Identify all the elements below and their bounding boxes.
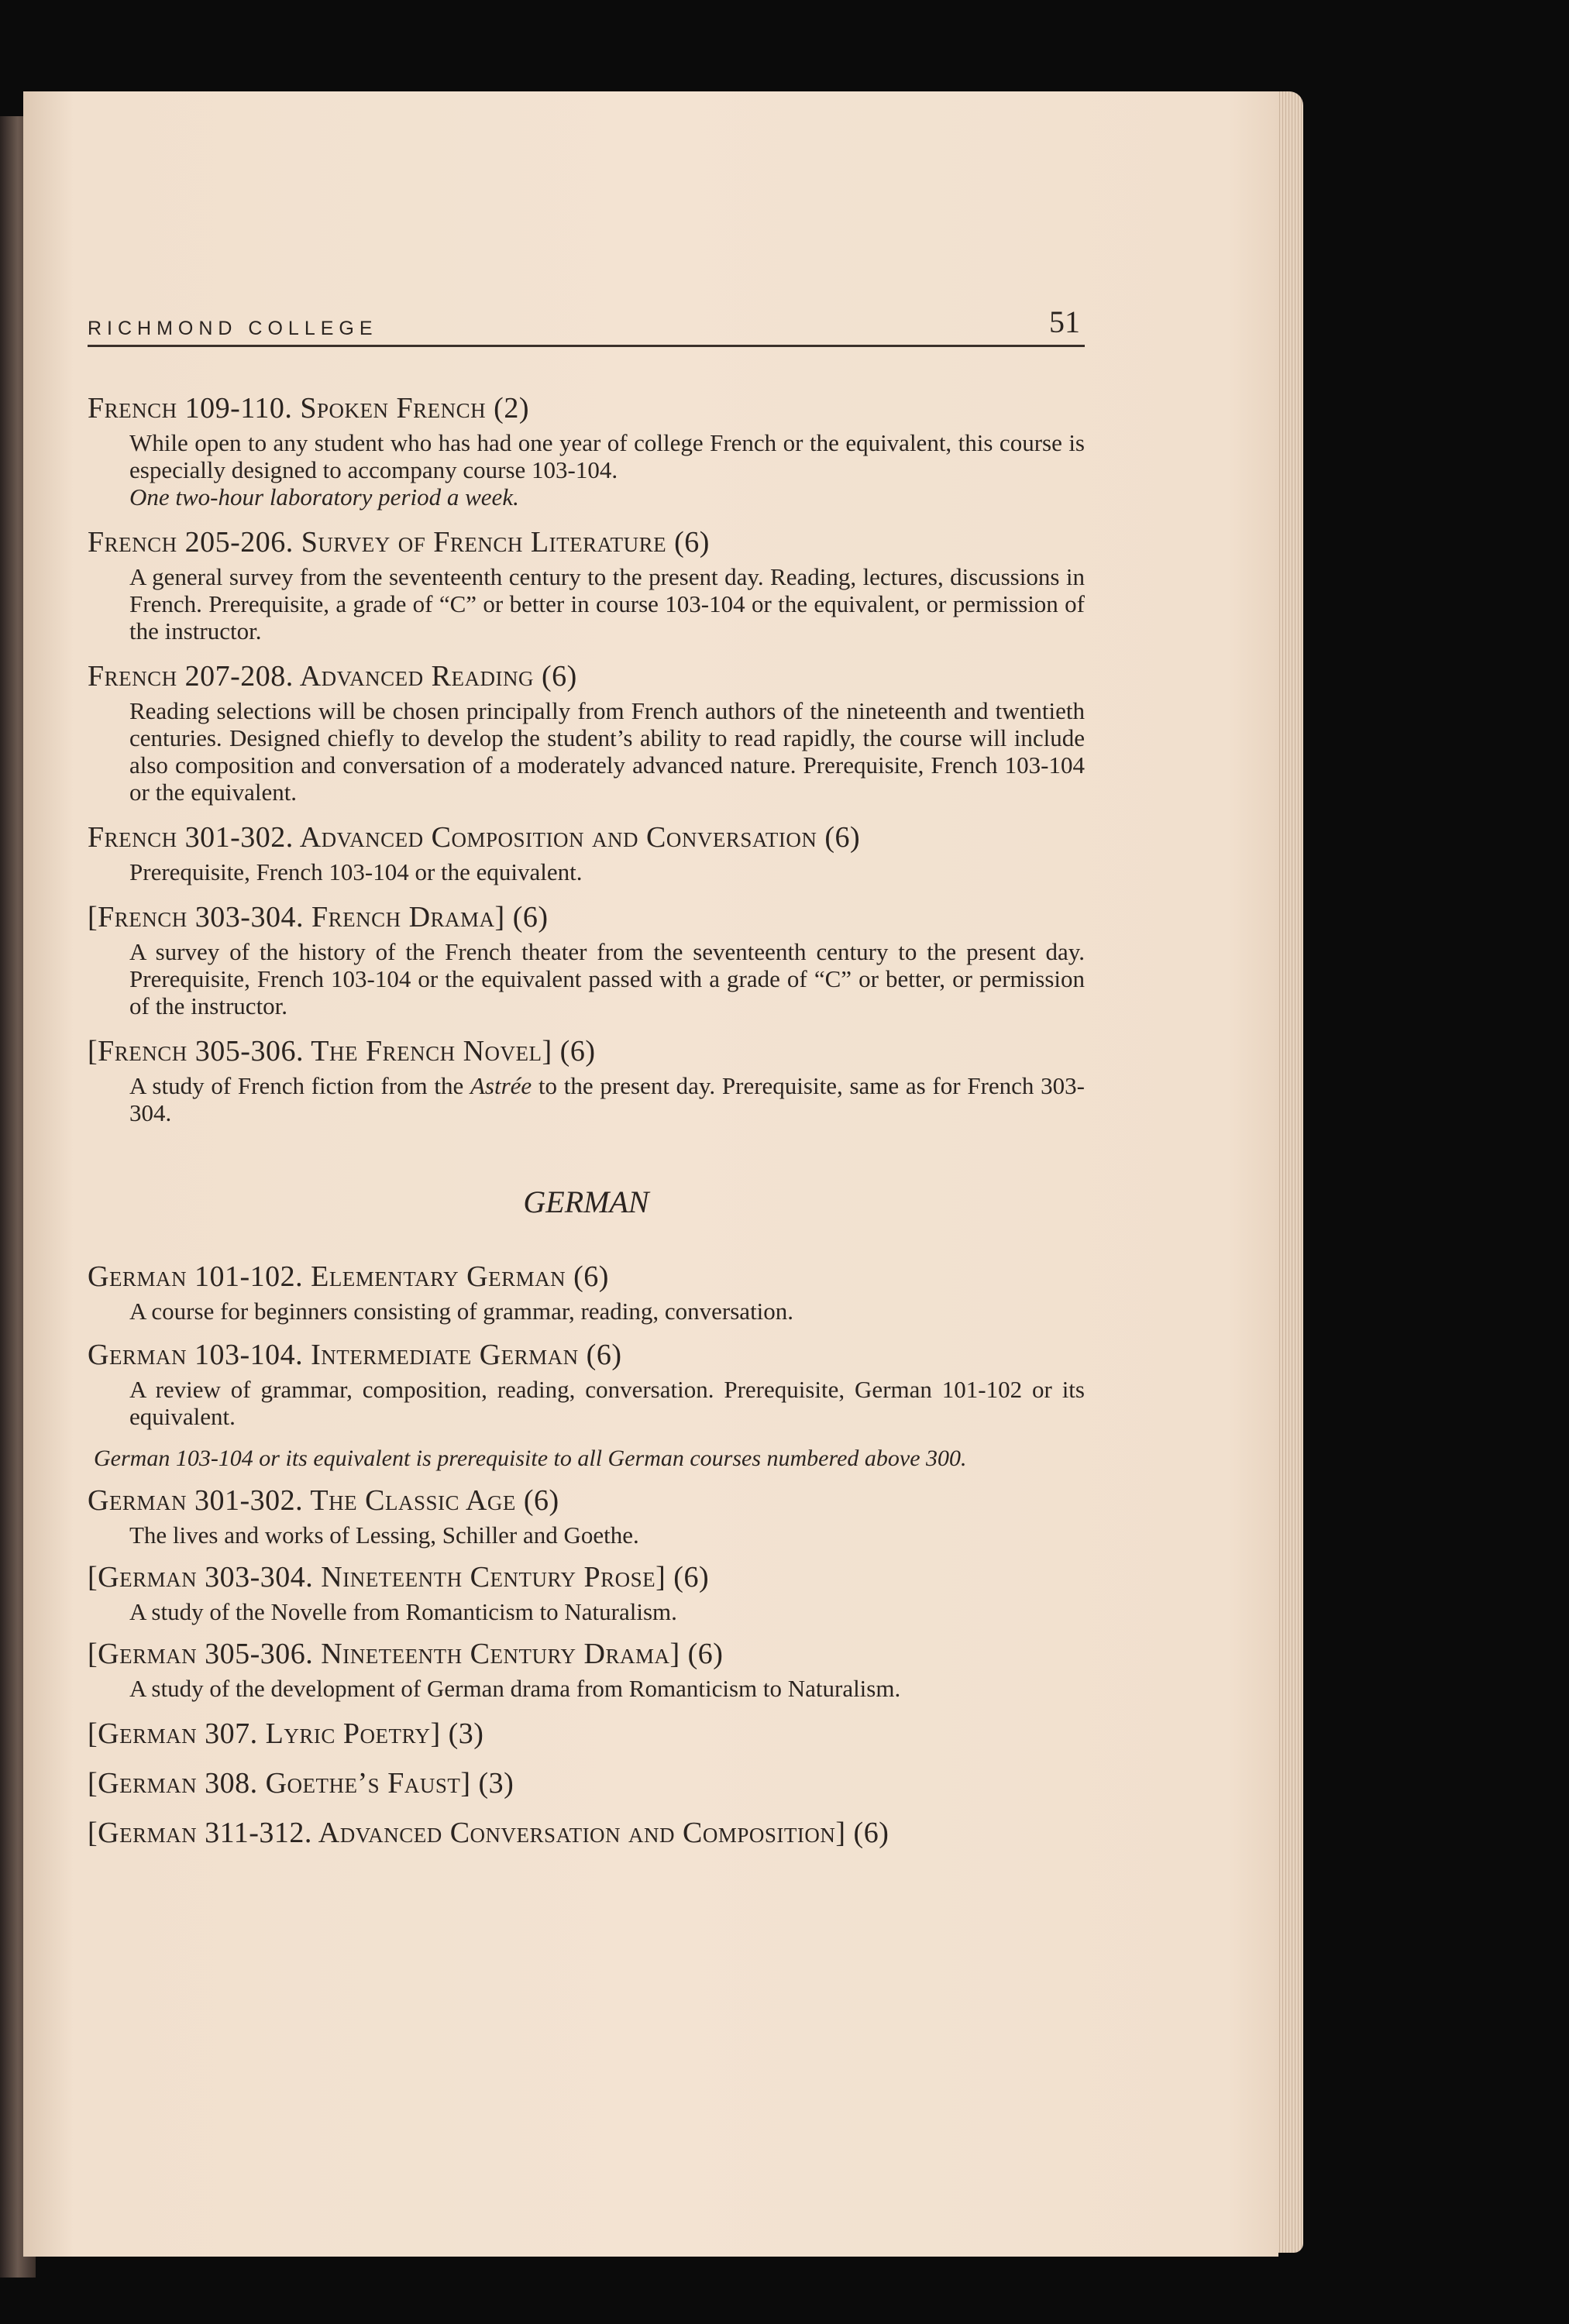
course-title: French 205-206. Survey of French Literature (6) xyxy=(88,526,710,559)
page-content xyxy=(88,304,1085,1851)
course-title: German 103-104. Intermediate German (6) xyxy=(88,1339,622,1371)
course-description: A study of the development of German drama from Romanticism to Naturalism. xyxy=(129,1675,901,1702)
course-title: German 101-102. Elementary German (6) xyxy=(88,1260,609,1293)
course-german-103-104 xyxy=(88,1337,1085,1430)
course-title: [French 305-306. The French Novel] (6) xyxy=(88,1035,596,1067)
course-description: A study of the Novelle from Romanticism to Naturalism. xyxy=(129,1598,677,1625)
course-title: [German 308. Goethe’s Faust] (3) xyxy=(88,1767,514,1800)
course-title: German 301-302. The Classic Age (6) xyxy=(88,1484,559,1517)
course-french-207-208 xyxy=(88,658,1085,806)
course-description: A survey of the history of the French theater from the seventeenth century to the present day. Prerequisite, French 103-104 or the equivalent passed with a grade of “C” or better, or permission of the instructor. xyxy=(129,938,1085,1019)
course-german-307 xyxy=(88,1716,1085,1752)
course-description xyxy=(129,429,1085,511)
course-german-305-306 xyxy=(88,1636,1085,1702)
course-description-text: to the present day. Prerequisite, same as for French 303-304. xyxy=(129,1072,1085,1126)
college-name: RICHMOND COLLEGE xyxy=(88,318,378,339)
course-german-101-102 xyxy=(88,1259,1085,1325)
page-number: 51 xyxy=(1049,304,1080,339)
course-title: French 301-302. Advanced Composition and Conversation (6) xyxy=(88,821,861,854)
course-description: Reading selections will be chosen principally from French authors of the nineteenth and twentieth centuries. Designed chiefly to develop the student’s ability to read rapidly, the course will include also composition and conversation of a moderately advanced nature. Prerequisite, French 103-104 or the equivalent. xyxy=(129,697,1085,806)
course-title: [German 303-304. Nineteenth Century Prose] (6) xyxy=(88,1561,710,1593)
german-prerequisite-note: German 103-104 or its equivalent is prerequisite to all German courses numbered above 300. xyxy=(94,1446,967,1471)
running-head xyxy=(88,304,1085,347)
course-description: A review of grammar, composition, reading, conversation. Prerequisite, German 101-102 or its equivalent. xyxy=(129,1376,1085,1430)
course-french-301-302 xyxy=(88,820,1085,885)
course-title: French 207-208. Advanced Reading (6) xyxy=(88,660,577,693)
course-french-205-206 xyxy=(88,524,1085,645)
course-title: [German 305-306. Nineteenth Century Drama] (6) xyxy=(88,1638,724,1670)
course-french-109-110 xyxy=(88,390,1085,511)
course-description: The lives and works of Lessing, Schiller and Goethe. xyxy=(129,1521,639,1549)
course-german-311-312 xyxy=(88,1815,1085,1851)
course-description: A course for beginners consisting of grammar, reading, conversation. xyxy=(129,1298,794,1325)
course-german-303-304 xyxy=(88,1559,1085,1625)
course-title: [German 307. Lyric Poetry] (3) xyxy=(88,1717,484,1750)
course-title: French 109-110. Spoken French (2) xyxy=(88,392,529,425)
course-title: [French 303-304. French Drama] (6) xyxy=(88,901,549,933)
course-german-308 xyxy=(88,1765,1085,1801)
course-description-text: While open to any student who has had one year of college French or the equivalent, this course is especially designed to accompany course 103-104. xyxy=(129,429,1085,483)
section-heading-german: GERMAN xyxy=(523,1184,649,1219)
course-description-italic: Astrée xyxy=(470,1072,532,1099)
course-description xyxy=(129,1072,1085,1126)
course-note: One two-hour laboratory period a week. xyxy=(129,483,519,511)
course-french-303-304 xyxy=(88,899,1085,1019)
course-description-text: A study of French fiction from the xyxy=(129,1072,470,1099)
course-description: A general survey from the seventeenth century to the present day. Reading, lectures, discussions in French. Prerequisite, a grade of “C” or better in course 103-104 or the equivalent, or permission of the instructor. xyxy=(129,563,1085,645)
course-description: Prerequisite, French 103-104 or the equivalent. xyxy=(129,858,583,885)
course-german-301-302 xyxy=(88,1483,1085,1549)
course-title: [German 311-312. Advanced Conversation and Composition] (6) xyxy=(88,1817,889,1849)
course-french-305-306 xyxy=(88,1033,1085,1126)
